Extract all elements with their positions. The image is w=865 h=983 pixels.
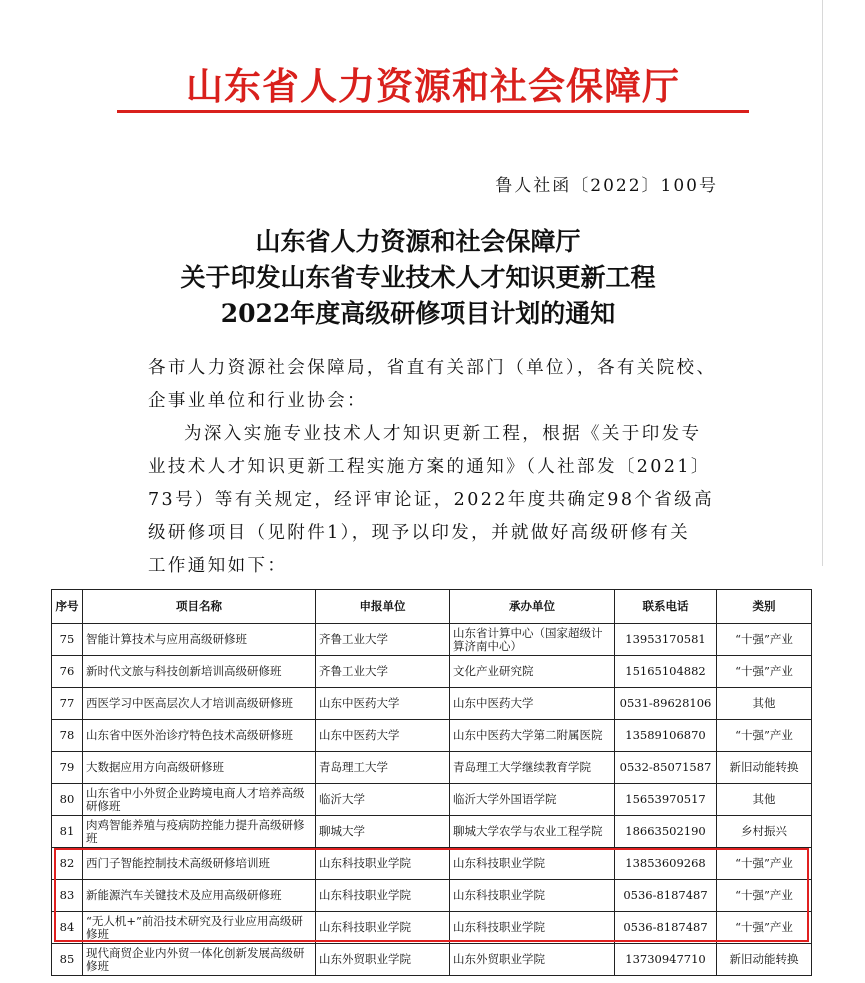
table-row — [52, 880, 812, 912]
cell-applicant: 齐鲁工业大学 — [316, 656, 450, 688]
salutation-line: 各市人力资源社会保障局，省直有关部门（单位），各有关院校、 — [148, 358, 717, 378]
cell-category: “十强”产业 — [717, 848, 812, 880]
cell-category: 新旧动能转换 — [717, 944, 812, 976]
cell-project-name: 新时代文旅与科技创新培训高级研修班 — [83, 656, 316, 688]
cell-category: 其他 — [717, 784, 812, 816]
cell-project-name: 西门子智能控制技术高级研修培训班 — [83, 848, 316, 880]
cell-category: 乡村振兴 — [717, 816, 812, 848]
table-row — [52, 656, 812, 688]
cell-project-name: 大数据应用方向高级研修班 — [83, 752, 316, 784]
title-line-1: 山东省人力资源和社会保障厅 — [255, 227, 581, 256]
table-row — [52, 688, 812, 720]
cell-applicant: 青岛理工大学 — [316, 752, 450, 784]
cell-index: 84 — [52, 912, 83, 944]
table-row — [52, 816, 812, 848]
cell-applicant: 聊城大学 — [316, 816, 450, 848]
cell-project-name: 山东省中医外治诊疗特色技术高级研修班 — [83, 720, 316, 752]
table-row — [52, 944, 812, 976]
cell-phone: 15165104882 — [615, 656, 717, 688]
table-row — [52, 784, 812, 816]
project-table-wrapper — [51, 589, 811, 976]
cell-category: “十强”产业 — [717, 720, 812, 752]
cell-phone: 15653970517 — [615, 784, 717, 816]
cell-organizer: 山东中医药大学第二附属医院 — [450, 720, 615, 752]
table-header-row — [52, 590, 812, 624]
cell-index: 83 — [52, 880, 83, 912]
cell-organizer: 山东中医药大学 — [450, 688, 615, 720]
document-number: 鲁人社函〔2022〕100号 — [495, 176, 718, 196]
table-row — [52, 720, 812, 752]
cell-project-name: 现代商贸企业内外贸一体化创新发展高级研修班 — [83, 944, 316, 976]
header-project-name: 项目名称 — [83, 590, 316, 624]
cell-project-name: 山东省中小外贸企业跨境电商人才培养高级研修班 — [83, 784, 316, 816]
cell-index: 78 — [52, 720, 83, 752]
cell-category: “十强”产业 — [717, 656, 812, 688]
cell-index: 81 — [52, 816, 83, 848]
cell-category: 其他 — [717, 688, 812, 720]
cell-organizer: 临沂大学外国语学院 — [450, 784, 615, 816]
notice-title — [120, 224, 716, 332]
cell-project-name: 新能源汽车关键技术及应用高级研修班 — [83, 880, 316, 912]
cell-applicant: 山东科技职业学院 — [316, 912, 450, 944]
cell-index: 79 — [52, 752, 83, 784]
table-row — [52, 624, 812, 656]
table-row — [52, 848, 812, 880]
cell-organizer: 山东科技职业学院 — [450, 848, 615, 880]
paragraph-line: 工作通知如下： — [148, 556, 288, 576]
cell-index: 76 — [52, 656, 83, 688]
cell-project-name: 肉鸡智能养殖与疫病防控能力提升高级研修班 — [83, 816, 316, 848]
cell-index: 80 — [52, 784, 83, 816]
paragraph-line: 业技术人才知识更新工程实施方案的通知》（人社部发〔2021〕 — [148, 457, 711, 477]
header-index: 序号 — [52, 590, 83, 624]
cell-phone: 13730947710 — [615, 944, 717, 976]
cell-phone: 13953170581 — [615, 624, 717, 656]
cell-organizer: 聊城大学农学与农业工程学院 — [450, 816, 615, 848]
project-table — [51, 589, 812, 976]
paragraph-line: 级研修项目（见附件1），现予以印发，并就做好高级研修有关 — [148, 523, 691, 543]
cell-category: 新旧动能转换 — [717, 752, 812, 784]
notice-body — [148, 352, 723, 583]
title-line-3: 2022年度高级研修项目计划的通知 — [220, 299, 616, 328]
cell-phone: 13589106870 — [615, 720, 717, 752]
cell-index: 75 — [52, 624, 83, 656]
cell-phone: 0531-89628106 — [615, 688, 717, 720]
cell-organizer: 山东科技职业学院 — [450, 880, 615, 912]
letterhead-title: 山东省人力资源和社会保障厅 — [186, 64, 680, 108]
table-row — [52, 752, 812, 784]
cell-category: “十强”产业 — [717, 624, 812, 656]
cell-category: “十强”产业 — [717, 912, 812, 944]
cell-organizer: 文化产业研究院 — [450, 656, 615, 688]
cell-organizer: 山东科技职业学院 — [450, 912, 615, 944]
paragraph-line: 73号）等有关规定，经评审论证，2022年度共确定98个省级高 — [148, 490, 714, 510]
cell-phone: 13853609268 — [615, 848, 717, 880]
cell-organizer: 山东省计算中心（国家超级计算济南中心） — [450, 624, 615, 656]
cell-organizer: 青岛理工大学继续教育学院 — [450, 752, 615, 784]
cell-phone: 18663502190 — [615, 816, 717, 848]
cell-index: 77 — [52, 688, 83, 720]
header-applicant: 申报单位 — [316, 590, 450, 624]
paragraph-line: 为深入实施专业技术人才知识更新工程，根据《关于印发专 — [184, 424, 702, 444]
cell-project-name: 智能计算技术与应用高级研修班 — [83, 624, 316, 656]
table-row — [52, 912, 812, 944]
cell-index: 82 — [52, 848, 83, 880]
cell-applicant: 山东外贸职业学院 — [316, 944, 450, 976]
cell-project-name: 西医学习中医高层次人才培训高级研修班 — [83, 688, 316, 720]
cell-applicant: 齐鲁工业大学 — [316, 624, 450, 656]
salutation-line: 企事业单位和行业协会： — [148, 391, 367, 411]
letterhead-rule — [117, 110, 749, 113]
cell-category: “十强”产业 — [717, 880, 812, 912]
cell-applicant: 山东中医药大学 — [316, 688, 450, 720]
cell-organizer: 山东外贸职业学院 — [450, 944, 615, 976]
cell-phone: 0536-8187487 — [615, 912, 717, 944]
header-organizer: 承办单位 — [450, 590, 615, 624]
cell-project-name: “无人机+”前沿技术研究及行业应用高级研修班 — [83, 912, 316, 944]
cell-index: 85 — [52, 944, 83, 976]
header-category: 类别 — [717, 590, 812, 624]
cell-applicant: 山东科技职业学院 — [316, 848, 450, 880]
cell-applicant: 山东科技职业学院 — [316, 880, 450, 912]
header-phone: 联系电话 — [615, 590, 717, 624]
cell-applicant: 山东中医药大学 — [316, 720, 450, 752]
cell-phone: 0532-85071587 — [615, 752, 717, 784]
cell-phone: 0536-8187487 — [615, 880, 717, 912]
cell-applicant: 临沂大学 — [316, 784, 450, 816]
title-line-2: 关于印发山东省专业技术人才知识更新工程 — [180, 263, 656, 292]
